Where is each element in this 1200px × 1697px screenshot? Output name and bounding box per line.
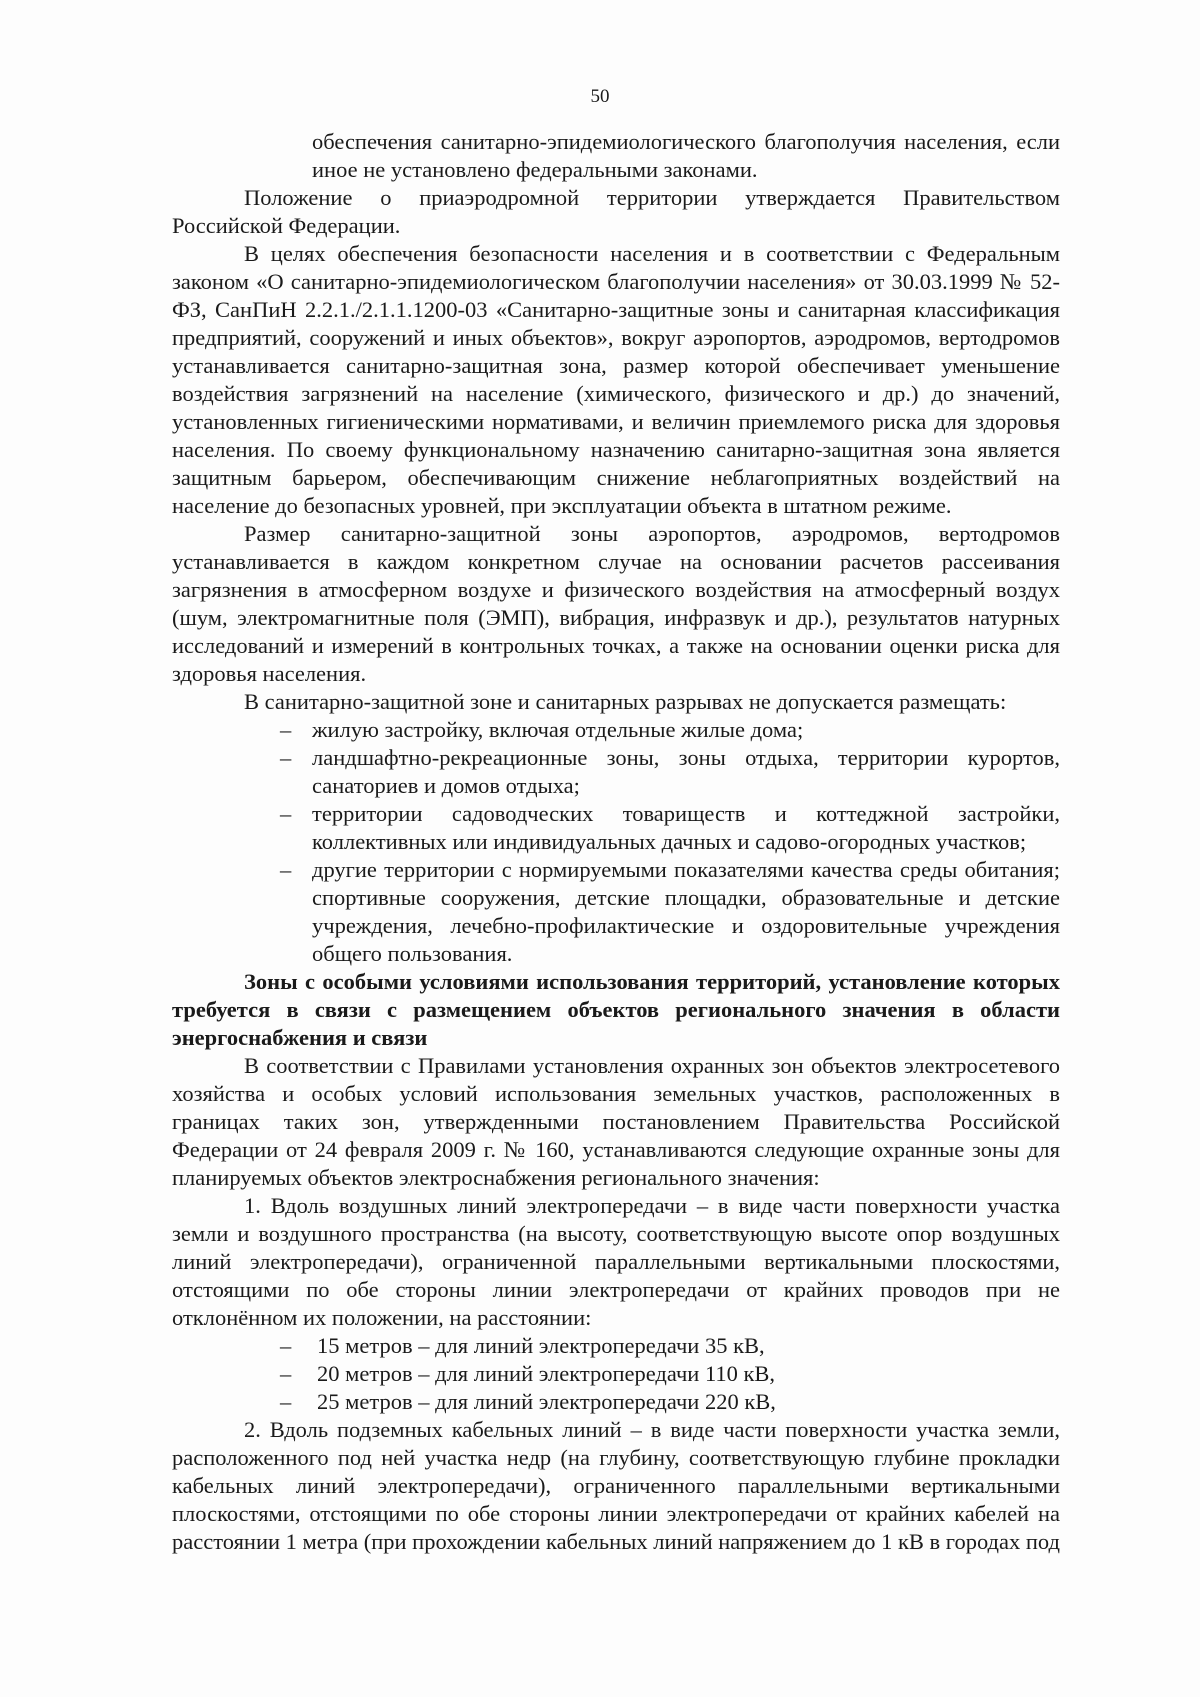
list-item: – 20 метров – для линий электропередачи 110 кВ, [172,1360,1060,1388]
paragraph: В целях обеспечения безопасности населения и в соответствии с Федеральным законом «О санитарно-эпидемиологическом благополучии населения» от 30.03.1999 № 52-ФЗ, СанПиН 2.2.1./2.1.1.1200-03 «Санитарно-защитные зоны и санитарная классификация предприятий, сооружений и иных объектов», вокруг аэропортов, аэродромов, вертодромов устанавливается санитарно-защитная зона, размер которой обеспечивает уменьшение воздействия загрязнений на население (химического, физического и др.) до значений, установленных гигиеническими нормативами, и величин приемлемого риска для здоровья населения. По своему функциональному назначению санитарно-защитная зона является защитным барьером, обеспечивающим снижение неблагоприятных воздействий на население до безопасных уровней, при эксплуатации объекта в штатном режиме. [172,241,1060,518]
paragraph: В соответствии с Правилами установления охранных зон объектов электросетевого хозяйства и особых условий использования земельных участков, расположенных в границах таких зон, утвержденными постановлением Правительства Российской Федерации от 24 февраля 2009 г. № 160, устанавливаются следующие охранные зоны для планируемых объектов электроснабжения регионального значения: [172,1053,1060,1190]
paragraph: 1. Вдоль воздушных линий электропередачи – в виде части поверхности участка земли и воздушного пространства (на высоту, соответствующую высоте опор воздушных линий электропередачи), ограниченной параллельными вертикальными плоскостями, отстоящими по обе стороны линии электропередачи от крайних проводов при не отклонённом их положении, на расстоянии: [172,1193,1060,1330]
paragraph: Положение о приаэродромной территории утверждается Правительством Российской Федерации. [172,185,1060,238]
list-item: – территории садоводческих товариществ и коттеджной застройки, коллективных или индивидуальных дачных и садово-огородных участков; [172,800,1060,856]
list-item: – 25 метров – для линий электропередачи 220 кВ, [172,1388,1060,1416]
page-content [172,128,1060,1556]
list-item: – ландшафтно-рекреационные зоны, зоны отдыха, территории курортов, санаториев и домов отдыха; [172,744,1060,800]
paragraph: Размер санитарно-защитной зоны аэропортов, аэродромов, вертодромов устанавливается в каждом конкретном случае на основании расчетов рассеивания загрязнения в атмосферном воздухе и физического воздействия на атмосферный воздух (шум, электромагнитные поля (ЭМП), вибрация, инфразвук и др.), результатов натурных исследований и измерений в контрольных точках, а также на основании оценки риска для здоровья населения. [172,521,1060,686]
restrictions-list [172,716,1060,968]
distances-list [172,1332,1060,1416]
section-heading: Зоны с особыми условиями использования территорий, установление которых требуется в связи с размещением объектов регионального значения в области энергоснабжения и связи [172,969,1060,1050]
list-item: – 15 метров – для линий электропередачи 35 кВ, [172,1332,1060,1360]
list-item: – жилую застройку, включая отдельные жилые дома; [172,716,1060,744]
page-number: 50 [590,86,610,107]
continuation-text: обеспечения санитарно-эпидемиологического благополучия населения, если иное не установлено федеральными законами. [312,129,1060,182]
paragraph: 2. Вдоль подземных кабельных линий – в виде части поверхности участка земли, расположенного под ней участка недр (на глубину, соответствующую глубине прокладки кабельных линий электропередачи), ограниченного параллельными вертикальными плоскостями, отстоящими по обе стороны линии электропередачи от крайних кабелей на расстоянии 1 метра (при прохождении кабельных линий напряжением до 1 кВ в городах под [172,1417,1060,1554]
paragraph: В санитарно-защитной зоне и санитарных разрывах не допускается размещать: [244,689,1007,714]
list-item: – другие территории с нормируемыми показателями качества среды обитания; спортивные сооружения, детские площадки, образовательные и детские учреждения, лечебно-профилактические и оздоровительные учреждения общего пользования. [172,856,1060,968]
